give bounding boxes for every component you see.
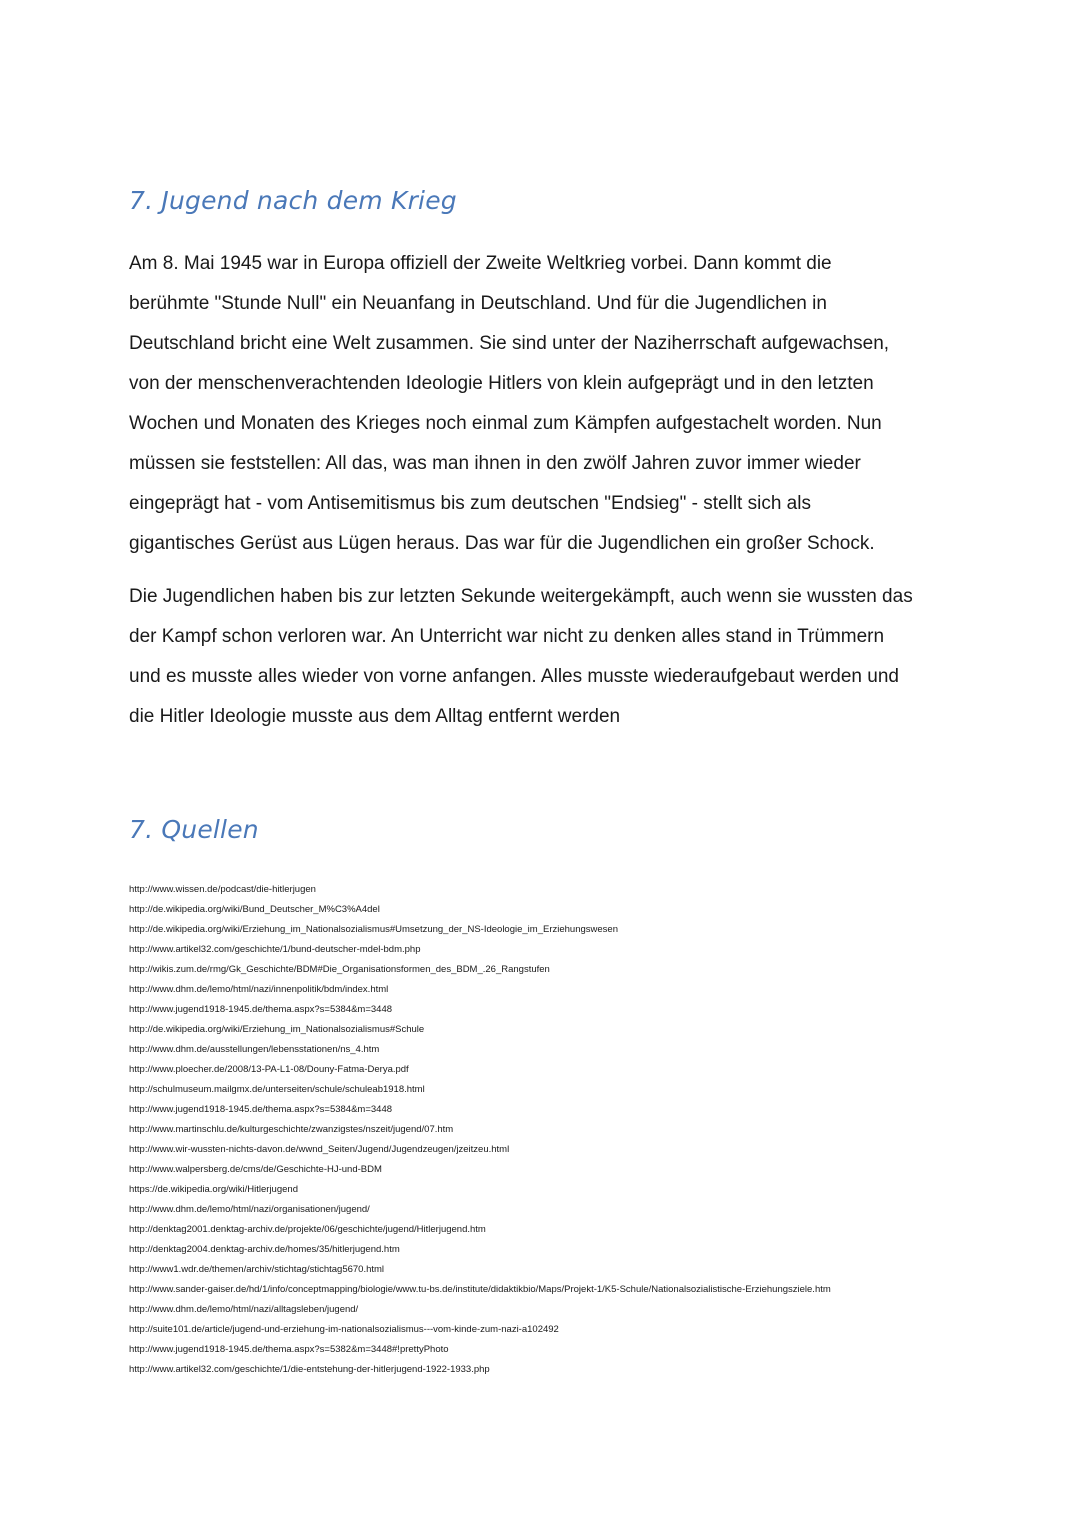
paragraph-line: und es musste alles wieder von vorne anfangen. Alles musste wiederaufgebaut werden und [129,666,899,687]
source-link[interactable]: http://suite101.de/article/jugend-und-erziehung-im-nationalsozialismus---vom-kinde-zum-nazi-a102492 [129,1324,559,1335]
source-link[interactable]: http://www.ploecher.de/2008/13-PA-L1-08/Douny-Fatma-Derya.pdf [129,1064,409,1075]
paragraph-line: der Kampf schon verloren war. An Unterricht war nicht zu denken alles stand in Trümmern [129,626,885,647]
paragraph-line: Die Jugendlichen haben bis zur letzten Sekunde weitergekämpft, auch wenn sie wussten das [129,586,913,607]
section-heading-quellen: 7. Quellen [129,815,259,844]
source-link[interactable]: http://www.wissen.de/podcast/die-hitlerjugen [129,884,316,895]
source-link[interactable]: http://www.jugend1918-1945.de/thema.aspx?s=5382&m=3448#!prettyPhoto [129,1344,449,1355]
section-heading-jugend-nach-dem-krieg: 7. Jugend nach dem Krieg [129,186,457,215]
source-link[interactable]: http://de.wikipedia.org/wiki/Erziehung_im_Nationalsozialismus#Umsetzung_der_NS-Ideologie_im_Erziehungswesen [129,924,618,935]
paragraph-1 [129,244,889,564]
source-link[interactable]: http://www.dhm.de/lemo/html/nazi/alltagsleben/jugend/ [129,1304,359,1315]
source-link[interactable]: http://www.dhm.de/ausstellungen/lebensstationen/ns_4.htm [129,1044,380,1055]
source-link[interactable]: http://denktag2001.denktag-archiv.de/projekte/06/geschichte/jugend/Hitlerjugend.htm [129,1224,486,1235]
source-link[interactable]: http://www.walpersberg.de/cms/de/Geschichte-HJ-und-BDM [129,1164,382,1175]
paragraph-2 [129,577,913,737]
source-link[interactable]: http://wikis.zum.de/rmg/Gk_Geschichte/BDM#Die_Organisationsformen_des_BDM_.26_Rangstufen [129,964,550,975]
paragraph-line: von der menschenverachtenden Ideologie Hitlers von klein aufgeprägt und in den letzten [129,373,874,394]
source-link[interactable]: https://de.wikipedia.org/wiki/Hitlerjugend [129,1184,298,1195]
source-link[interactable]: http://www.artikel32.com/geschichte/1/die-entstehung-der-hitlerjugend-1922-1933.php [129,1364,490,1375]
paragraph-line: gigantisches Gerüst aus Lügen heraus. Das war für die Jugendlichen ein großer Schock. [129,533,875,554]
source-link[interactable]: http://www.artikel32.com/geschichte/1/bund-deutscher-mdel-bdm.php [129,944,421,955]
source-link[interactable]: http://denktag2004.denktag-archiv.de/homes/35/hitlerjugend.htm [129,1244,400,1255]
paragraph-line: Wochen und Monaten des Krieges noch einmal zum Kämpfen aufgestachelt worden. Nun [129,413,882,434]
source-link[interactable]: http://de.wikipedia.org/wiki/Erziehung_im_Nationalsozialismus#Schule [129,1024,425,1035]
sources-list [129,880,831,1380]
source-link[interactable]: http://www.jugend1918-1945.de/thema.aspx?s=5384&m=3448 [129,1004,393,1015]
paragraph-line: müssen sie feststellen: All das, was man ihnen in den zwölf Jahren zuvor immer wieder [129,453,861,474]
paragraph-line: berühmte "Stunde Null" ein Neuanfang in Deutschland. Und für die Jugendlichen in [129,293,827,314]
source-link[interactable]: http://www.sander-gaiser.de/hd/1/info/conceptmapping/biologie/www.tu-bs.de/institute/didaktikbio/Maps/Projekt-1/K5-Schule/Nationalsozialistische-Erziehungsziele.htm [129,1284,831,1295]
paragraph-line: eingeprägt hat - vom Antisemitismus bis zum deutschen "Endsieg" - stellt sich als [129,493,811,514]
paragraph-line: Deutschland bricht eine Welt zusammen. Sie sind unter der Naziherrschaft aufgewachsen, [129,333,890,354]
paragraph-line: Am 8. Mai 1945 war in Europa offiziell der Zweite Weltkrieg vorbei. Dann kommt die [129,253,832,274]
source-link[interactable]: http://de.wikipedia.org/wiki/Bund_Deutscher_M%C3%A4del [129,904,380,915]
source-link[interactable]: http://www1.wdr.de/themen/archiv/stichtag/stichtag5670.html [129,1264,385,1275]
source-link[interactable]: http://schulmuseum.mailgmx.de/unterseiten/schule/schuleab1918.html [129,1084,425,1095]
source-link[interactable]: http://www.wir-wussten-nichts-davon.de/wwnd_Seiten/Jugend/Jugendzeugen/jzeitzeu.html [129,1144,510,1155]
source-link[interactable]: http://www.jugend1918-1945.de/thema.aspx?s=5384&m=3448 [129,1104,393,1115]
paragraph-line: die Hitler Ideologie musste aus dem Alltag entfernt werden [129,706,621,727]
source-link[interactable]: http://www.dhm.de/lemo/html/nazi/organisationen/jugend/ [129,1204,370,1215]
source-link[interactable]: http://www.martinschlu.de/kulturgeschichte/zwanzigstes/nszeit/jugend/07.htm [129,1124,454,1135]
source-link[interactable]: http://www.dhm.de/lemo/html/nazi/innenpolitik/bdm/index.html [129,984,389,995]
